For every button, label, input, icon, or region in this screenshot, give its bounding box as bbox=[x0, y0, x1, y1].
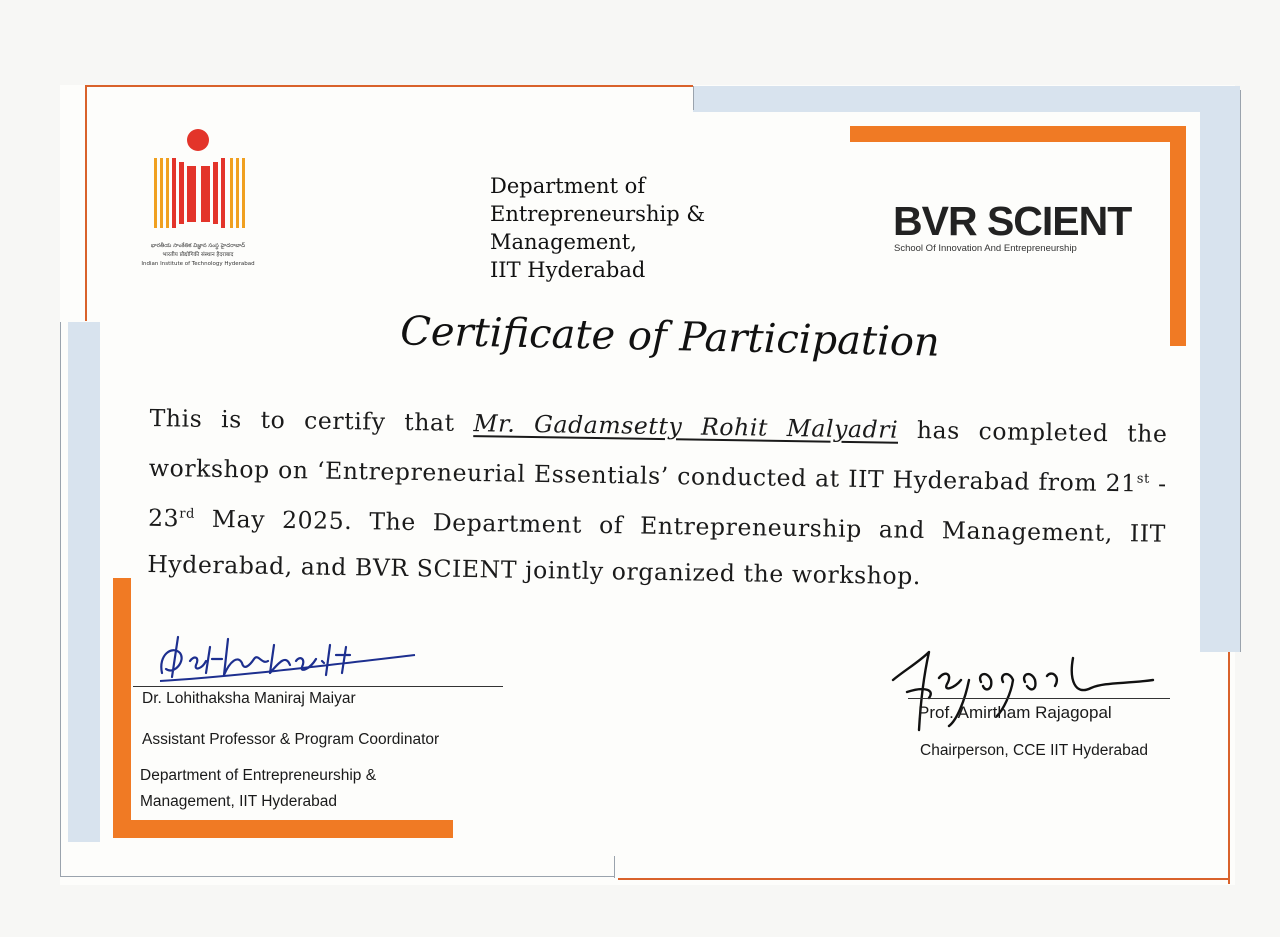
bvr-scient-logo: BVR SCIENT bbox=[893, 198, 1132, 244]
frame-bottom-left-gray-line bbox=[60, 876, 615, 877]
iith-logo-caption: భారతీయ సాంకేతిక విజ్ఞాన సంస్థ హైదరాబాద్ भारतीय प्रौद्योगिकी संस्थान हैदराबाद Indian Institute of Technology Hyderabad bbox=[141, 243, 255, 267]
frame-top-left-line bbox=[85, 85, 693, 87]
right-signatory-role: Chairperson, CCE IIT Hyderabad bbox=[920, 742, 1149, 759]
frame-left-upper-line bbox=[85, 85, 87, 321]
left-signatory-name: Dr. Lohithaksha Maniraj Maiyar bbox=[142, 690, 356, 707]
body-text-part: has completed the workshop on ‘Entrepreneurial Essentials’ conducted at IIT Hyderabad from 21 bbox=[148, 416, 1168, 498]
department-line: Department of bbox=[490, 174, 646, 198]
frame-left-blue-band bbox=[68, 322, 100, 842]
certificate-title: Certificate of Participation bbox=[399, 308, 941, 366]
frame-bottom-right-line bbox=[618, 878, 1230, 880]
right-signatory-name: Prof. Amirtham Rajagopal bbox=[918, 703, 1112, 722]
date-superscript: st bbox=[1136, 471, 1150, 487]
recipient-name: Mr. Gadamsetty Rohit Malyadri bbox=[473, 409, 899, 444]
frame-right-lower-line bbox=[1228, 652, 1230, 884]
department-line: Management, bbox=[490, 230, 637, 254]
body-text-part: - 23 bbox=[147, 469, 1167, 533]
frame-left-gray-edge bbox=[60, 322, 61, 877]
bvr-scient-tagline: School Of Innovation And Entrepreneurship bbox=[894, 243, 1077, 254]
frame-right-gray-edge bbox=[1240, 90, 1241, 652]
left-signatory-role: Assistant Professor & Program Coordinator bbox=[142, 731, 440, 748]
certificate-body bbox=[147, 395, 1168, 603]
body-intro: This is to certify that bbox=[149, 403, 455, 437]
left-signature-line bbox=[133, 686, 503, 687]
left-signatory-dept-line: Department of Entrepreneurship & bbox=[140, 767, 377, 784]
department-line: IIT Hyderabad bbox=[490, 258, 646, 282]
frame-right-blue-band bbox=[1200, 86, 1240, 652]
orange-corner-bottom bbox=[113, 820, 453, 838]
orange-corner-right bbox=[1170, 126, 1186, 346]
left-signatory-dept-line: Management, IIT Hyderabad bbox=[140, 793, 338, 810]
orange-corner-left bbox=[113, 578, 131, 834]
frame-bottom-gray-tick bbox=[614, 856, 615, 878]
date-superscript: rd bbox=[179, 506, 196, 522]
department-heading bbox=[490, 172, 750, 284]
body-text-part: May 2025. The Department of Entrepreneurship and Management, IIT Hyderabad, and BVR SCIENT jointly organized the workshop. bbox=[147, 504, 1167, 590]
right-signature-line bbox=[908, 698, 1170, 699]
frame-gray-edge bbox=[693, 86, 694, 110]
frame-top-right-blue-band bbox=[693, 86, 1230, 112]
orange-corner-top bbox=[850, 126, 1186, 142]
iith-logo-icon bbox=[150, 128, 250, 238]
department-line: Entrepreneurship & bbox=[490, 202, 706, 226]
left-signature bbox=[150, 625, 430, 687]
